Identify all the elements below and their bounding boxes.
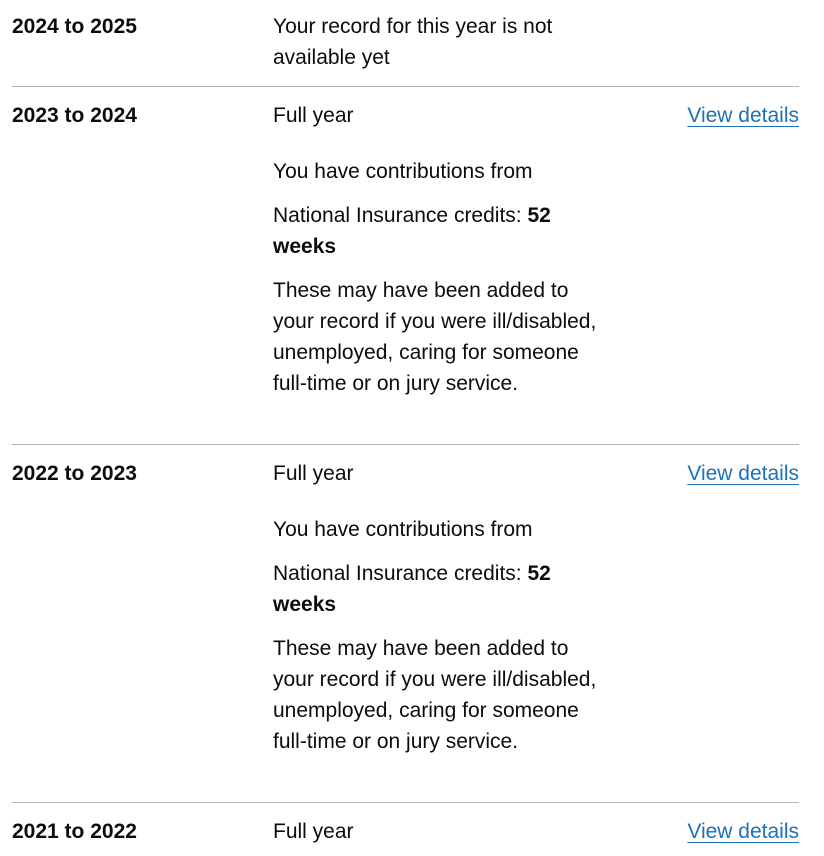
year-heading: 2023 to 2024	[12, 104, 137, 127]
contributions-intro: You have contributions from	[273, 518, 533, 541]
credits-label: National Insurance credits:	[273, 204, 522, 227]
contributions-intro: You have contributions from	[273, 160, 533, 183]
credits-value: 52 weeks	[273, 562, 551, 616]
credits-note: These may have been added to your record if you were ill/disabled, unemployed, caring for someone full-time or on jury service.	[273, 637, 597, 753]
record-content	[273, 458, 608, 757]
credits-note: These may have been added to your record if you were ill/disabled, unemployed, caring for someone full-time or on jury service.	[273, 279, 597, 395]
status-text: Full year	[273, 104, 354, 127]
record-content	[273, 816, 608, 847]
credits-value: 52 weeks	[273, 204, 551, 258]
year-heading: 2024 to 2025	[12, 15, 137, 38]
status-text: Full year	[273, 820, 354, 843]
credits-label: National Insurance credits:	[273, 562, 522, 585]
ni-record-list	[12, 0, 799, 856]
record-row-2021-2022	[12, 803, 799, 856]
status-text: Full year	[273, 462, 354, 485]
view-details-link[interactable]: View details	[687, 104, 799, 127]
status-text: Your record for this year is not available yet	[273, 15, 553, 69]
credits-line	[273, 558, 608, 620]
record-content	[273, 11, 608, 73]
record-content	[273, 100, 608, 399]
record-row-2024-2025	[12, 0, 799, 87]
year-heading: 2022 to 2023	[12, 462, 137, 485]
credits-line	[273, 200, 608, 262]
view-details-link[interactable]: View details	[687, 820, 799, 843]
year-heading: 2021 to 2022	[12, 820, 137, 843]
view-details-link[interactable]: View details	[687, 462, 799, 485]
record-row-2023-2024	[12, 87, 799, 445]
record-row-2022-2023	[12, 445, 799, 803]
